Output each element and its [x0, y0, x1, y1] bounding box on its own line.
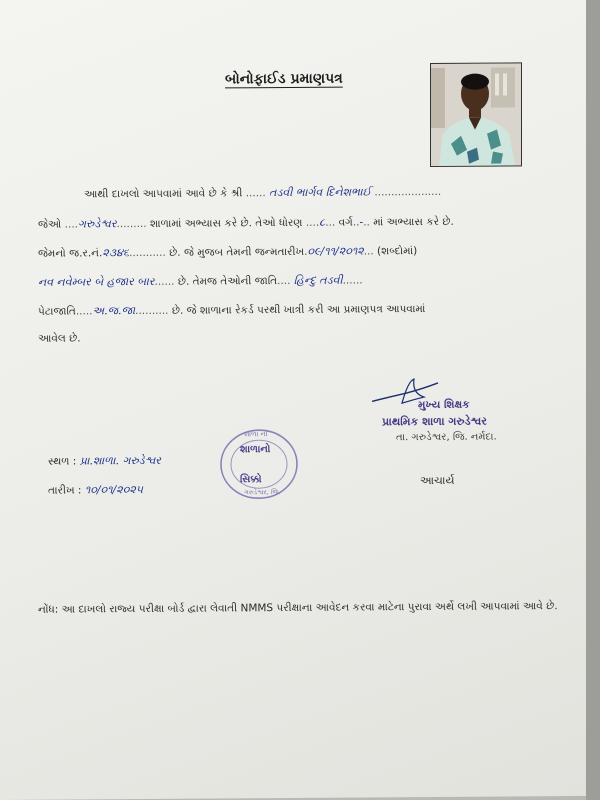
date-line	[48, 483, 143, 498]
dots: ..	[352, 216, 360, 229]
dots: ....	[64, 218, 78, 231]
dots: ......	[154, 275, 175, 288]
signature-address: તા. ગરુડેશ્વર, જિ. નર્મદા.	[396, 431, 497, 444]
text-line-3	[38, 244, 417, 261]
text-line-6: આવેલ છે.	[38, 332, 81, 345]
line1-prefix: આથી દાખલો આપવામાં આવે છે કે શ્રી	[84, 187, 243, 201]
text-line-2	[38, 215, 454, 232]
varg-handwritten: -	[359, 215, 364, 229]
school-name-handwritten: ગરુડેશ્વર	[78, 217, 117, 231]
certificate-title: બોનોફાઈડ પ્રમાણપત્ર	[225, 70, 343, 88]
dots: ..........	[135, 304, 169, 318]
signature-role: મુખ્ય શિક્ષક	[418, 398, 470, 412]
standard-handwritten: ૮	[319, 215, 326, 229]
stamp-main-text: શાળાનો	[240, 444, 271, 456]
line5-prefix: પેટાજાતિ	[38, 305, 76, 318]
student-name-handwritten: તડવી ભાર્ગવ દિનેશભાઈ	[269, 185, 372, 200]
stamp-bottom-text: સિક્કો	[240, 474, 262, 486]
dob-handwritten: ૦૯/૧૧/૨૦૧૨	[307, 244, 364, 258]
date-label: તારીખ :	[48, 484, 82, 497]
school-stamp	[214, 426, 304, 503]
line2-middle: શાળામાં અભ્યાસ કરે છે. તેઓ ધોરણ	[149, 216, 303, 230]
line5-end: છે. જે શાળાના રેકર્ડ પરથી ખાત્રી કરી આ પ્રમાણપત્ર આપવામાં	[171, 303, 426, 317]
line2-prefix: જેઓ	[38, 218, 62, 231]
dots: ....	[305, 216, 320, 229]
line1-dots: ......	[245, 187, 266, 200]
dots: ...	[325, 216, 336, 229]
place-label: સ્થળ :	[48, 455, 77, 468]
text-line-5	[38, 302, 425, 319]
certificate-note: નોંધ: આ દાખલો રાજ્ય પરીક્ષા બોર્ડ દ્વારા લેવાતી NMMS પરીક્ષાના આવેદન કરવા માટેના પુરાવા અર્થે લખી આપવામાં આવે છે.	[38, 600, 558, 616]
dots: ...	[363, 245, 374, 258]
line3-prefix: જેમનો જ.ર.નં.	[38, 247, 103, 260]
varg-label: વર્ગ	[338, 216, 353, 229]
dots: ......	[342, 274, 363, 287]
gr-number-handwritten: ૨૩૪૬	[102, 246, 130, 260]
signature-school: પ્રાથમિક શાળા ગરુડેશ્વર	[382, 414, 487, 429]
subcaste-handwritten: અ.જ.જા	[92, 304, 136, 318]
line1-dots-end: ....................	[374, 185, 442, 199]
page-edge-shadow	[586, 0, 600, 800]
dots: .....	[75, 305, 93, 318]
stamp-ring-text: ગરુડેશ્વર, જિ.	[244, 488, 281, 497]
principal-title: આચાર્ય	[420, 473, 455, 488]
line3-end: (શબ્દોમાં)	[377, 245, 418, 258]
date-handwritten: ૧૦/૦૧/૨૦૨૫	[84, 483, 144, 497]
dots: .	[304, 245, 308, 258]
dots: ....	[277, 274, 291, 288]
dots: ..	[363, 216, 370, 229]
dots: .........	[116, 217, 147, 231]
caste-handwritten: હિન્દુ તડવી	[293, 273, 343, 287]
line3-middle: છે. જે મુજબ તેમની જન્મતારીખ	[169, 245, 305, 259]
dots: ...........	[129, 246, 166, 260]
line4-middle: છે. તેમજ તેઓની જાતિ	[177, 275, 278, 288]
place-line	[48, 454, 161, 469]
student-photo	[430, 62, 522, 167]
place-handwritten: પ્રા.શાળા. ગરુડેશ્વર	[79, 453, 161, 468]
line2-end: માં અભ્યાસ કરે છે.	[373, 215, 454, 229]
text-line-1	[84, 185, 441, 201]
dob-words-handwritten: નવ નવેમ્બર બે હજાર બાર	[38, 274, 155, 289]
text-line-4	[38, 273, 363, 289]
stamp-top-text: શાળા નો	[244, 430, 268, 439]
